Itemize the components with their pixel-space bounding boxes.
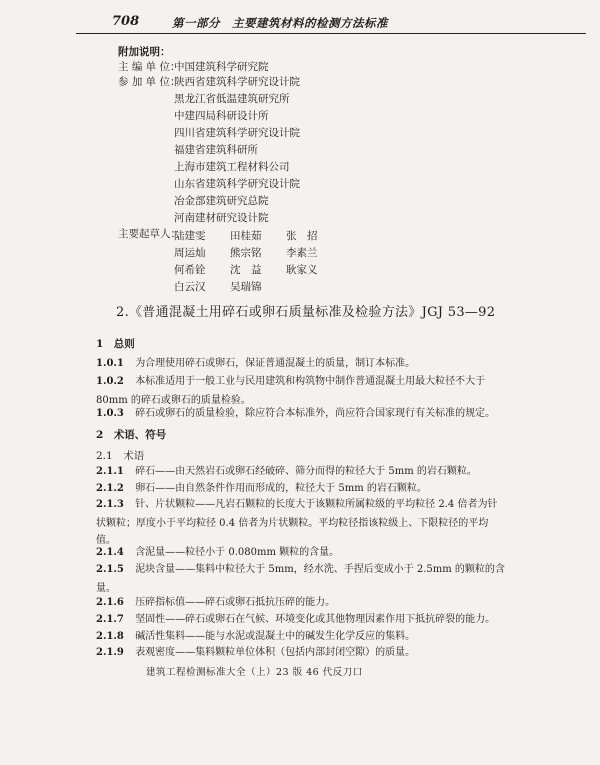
participant-unit: 福建省建筑科研所 bbox=[174, 144, 258, 156]
section-heading: 1 总则 bbox=[96, 338, 135, 350]
participant-unit: 黑龙江省低温建筑研究所 bbox=[174, 93, 290, 105]
subsection-heading: 2.1 术语 bbox=[96, 450, 145, 462]
drafter-name: 张 招 bbox=[286, 230, 318, 242]
clause-number: 2.1.8 bbox=[96, 631, 124, 642]
clause-2-1-2 bbox=[96, 481, 427, 497]
participant-unit: 四川省建筑科学研究设计院 bbox=[174, 127, 300, 139]
drafter-name: 何希铨 bbox=[174, 264, 206, 276]
drafter-name: 李素兰 bbox=[286, 247, 318, 259]
participant-unit: 陕西省建筑科学研究设计院 bbox=[174, 76, 300, 88]
drafter-name: 田桂茹 bbox=[230, 230, 262, 242]
clause-1-0-2 bbox=[96, 374, 485, 390]
clause-1-0-3 bbox=[96, 406, 495, 422]
clause-number: 1.0.1 bbox=[96, 358, 124, 369]
clause-text: 卵石——由自然条件作用而形成的，粒径大于 5mm 的岩石颗粒。 bbox=[135, 483, 427, 494]
clause-2-1-5 bbox=[96, 562, 505, 578]
clause-text: 碎石或卵石的质量检验，除应符合本标准外，尚应符合国家现行有关标准的规定。 bbox=[135, 408, 496, 419]
clause-1-0-1 bbox=[96, 356, 415, 372]
clause-text: 本标准适用于一般工业与民用建筑和构筑物中制作普通混凝土用最大粒径不大于 bbox=[135, 376, 486, 387]
clause-continuation: 量。 bbox=[96, 583, 116, 594]
clause-number: 2.1.9 bbox=[96, 647, 124, 658]
drafter-name: 沈 益 bbox=[230, 264, 262, 276]
header-title: 第一部分 主要建筑材料的检测方法标准 bbox=[172, 16, 388, 30]
clause-continuation: 80mm 的碎石或卵石的质量检验。 bbox=[96, 395, 251, 406]
clause-number: 2.1.6 bbox=[96, 597, 124, 608]
participant-unit: 河南建材研究设计院 bbox=[174, 212, 269, 224]
section-heading: 2 术语、符号 bbox=[96, 429, 167, 441]
standard-title: 2.《普通混凝土用碎石或卵石质量标准及检验方法》JGJ 53—92 bbox=[116, 305, 496, 320]
header-rule bbox=[76, 33, 586, 34]
page-footer: 建筑工程检测标准大全（上）23 版 46 代反刀口 bbox=[146, 667, 363, 678]
participant-unit: 上海市建筑工程材料公司 bbox=[174, 161, 290, 173]
editor-unit: 中国建筑科学研究院 bbox=[174, 61, 269, 73]
clause-number: 2.1.1 bbox=[96, 466, 124, 477]
clause-text: 含泥量——粒径小于 0.080mm 颗粒的含量。 bbox=[135, 547, 340, 558]
clause-number: 2.1.7 bbox=[96, 614, 124, 625]
editor-label: 主 编 单 位： bbox=[118, 61, 181, 73]
clause-2-1-3 bbox=[96, 497, 497, 513]
drafter-name: 熊宗铭 bbox=[230, 247, 262, 259]
clause-text: 表观密度——集料颗粒单位体积（包括内部封闭空隙）的质量。 bbox=[135, 647, 416, 658]
clause-2-1-8 bbox=[96, 629, 415, 645]
clause-text: 压碎指标值——碎石或卵石抵抗压碎的能力。 bbox=[135, 597, 336, 608]
page-number: 708 bbox=[112, 14, 140, 29]
drafter-name: 陆建雯 bbox=[174, 230, 206, 242]
clause-text: 泥块含量——集料中粒径大于 5mm，经水洗、手捏后变成小于 2.5mm 的颗粒的含 bbox=[135, 564, 505, 575]
drafter-name: 周运灿 bbox=[174, 247, 206, 259]
clause-number: 1.0.2 bbox=[96, 376, 124, 387]
clause-continuation: 状颗粒；厚度小于平均粒径 0.4 倍者为片状颗粒。平均粒径指该粒级上、下限粒径的平均 bbox=[96, 518, 489, 529]
drafter-name: 白云汉 bbox=[174, 281, 206, 293]
clause-number: 2.1.3 bbox=[96, 499, 124, 510]
clause-number: 2.1.4 bbox=[96, 547, 124, 558]
clause-text: 碎石——由天然岩石或卵石经破碎、筛分而得的粒径大于 5mm 的岩石颗粒。 bbox=[135, 466, 477, 477]
clause-2-1-6 bbox=[96, 595, 335, 611]
clause-text: 坚固性——碎石或卵石在气候、环境变化或其他物理因素作用下抵抗碎裂的能力。 bbox=[135, 614, 496, 625]
clause-number: 1.0.3 bbox=[96, 408, 124, 419]
drafter-name: 吴瑞锦 bbox=[230, 281, 262, 293]
clause-2-1-9 bbox=[96, 645, 415, 661]
clause-text: 针、片状颗粒——凡岩石颗粒的长度大于该颗粒所属粒级的平均粒径 2.4 倍者为针 bbox=[135, 499, 498, 510]
drafter-name: 耿家义 bbox=[286, 264, 318, 276]
clause-number: 2.1.2 bbox=[96, 483, 124, 494]
participant-unit: 冶金部建筑研究总院 bbox=[174, 195, 269, 207]
running-header bbox=[76, 14, 576, 34]
participants-label: 参 加 单 位： bbox=[118, 76, 181, 88]
clause-2-1-4 bbox=[96, 545, 339, 561]
clause-text: 为合理使用碎石或卵石，保证普通混凝土的质量，制订本标准。 bbox=[135, 358, 416, 369]
document-page: 708 第一部分 主要建筑材料的检测方法标准 附加说明： 主 编 单 位： 中国建筑科学研究院 参 加 单 位： 陕西省建筑科学研究设计院 黑龙江省低温建筑研究所 中建四局科研设计所 四川省建筑科学研究设计院 福建省建筑科研所 上海市建筑工程材料公司 山东省建筑科学研究设计院 冶金部建筑研究总院 河南建材研究设计院 主要起草人： 陆建雯 田桂茹 张 招 周运灿 熊宗铭 李素兰 何希铨 沈 益 耿家义 白云汉 吴瑞锦 2.《普通混凝土用碎石或卵石质量标准及检验方法》JGJ 53—92 1 总则 1.0.1 为合理使用碎石或卵石，保证普通混凝土的质量，制订本标准。 1.0.2 本标准适用于一般工业与民用建筑和构筑物中制作普通混凝土用最大粒径不大于 80mm 的碎石或卵石的质量检验。 1.0.3 碎石或卵石的质量检验，除应符合本标准外，尚应符合国家现行有关标准的规定。 2 术语、符号 2.1 术语 2.1.1 碎石——由天然岩石或卵石经破碎、筛分而得的粒径大于 5mm 的岩石颗粒。 2.1.2 卵石——由自然条件作用而形成的，粒径大于 5mm 的岩石颗粒。 2.1.3 针、片状颗粒——凡岩石颗粒的长度大于该颗粒所属粒级的平均粒径 2.4 倍者为针 状颗粒；厚度小于平均粒径 0.4 倍者为片状颗粒。平均粒径指该粒级上、下限粒径的平均 值。 2.1.4 含泥量——粒径小于 0.080mm 颗粒的含量。 2.1.5 泥块含量——集料中粒径大于 5mm，经水洗、手捏后变成小于 2.5mm 的颗粒的含 量。 2.1.6 压碎指标值——碎石或卵石抵抗压碎的能力。 2.1.7 坚固性——碎石或卵石在气候、环境变化或其他物理因素作用下抵抗碎裂的能力。 2.1.8 碱活性集料——能与水泥或混凝土中的碱发生化学反应的集料。 2.1.9 表观密度——集料颗粒单位体积（包括内部封闭空隙）的质量。 建筑工程检测标准大全（上）23 版 46 代反刀口 bbox=[0, 0, 600, 765]
clause-2-1-7 bbox=[96, 612, 495, 628]
participant-unit: 山东省建筑科学研究设计院 bbox=[174, 178, 300, 190]
clause-2-1-1 bbox=[96, 464, 477, 480]
clause-text: 碱活性集料——能与水泥或混凝土中的碱发生化学反应的集料。 bbox=[135, 631, 416, 642]
participant-unit: 中建四局科研设计所 bbox=[174, 110, 269, 122]
clause-continuation: 值。 bbox=[96, 535, 116, 546]
clause-number: 2.1.5 bbox=[96, 564, 124, 575]
drafters-label: 主要起草人： bbox=[118, 228, 181, 240]
